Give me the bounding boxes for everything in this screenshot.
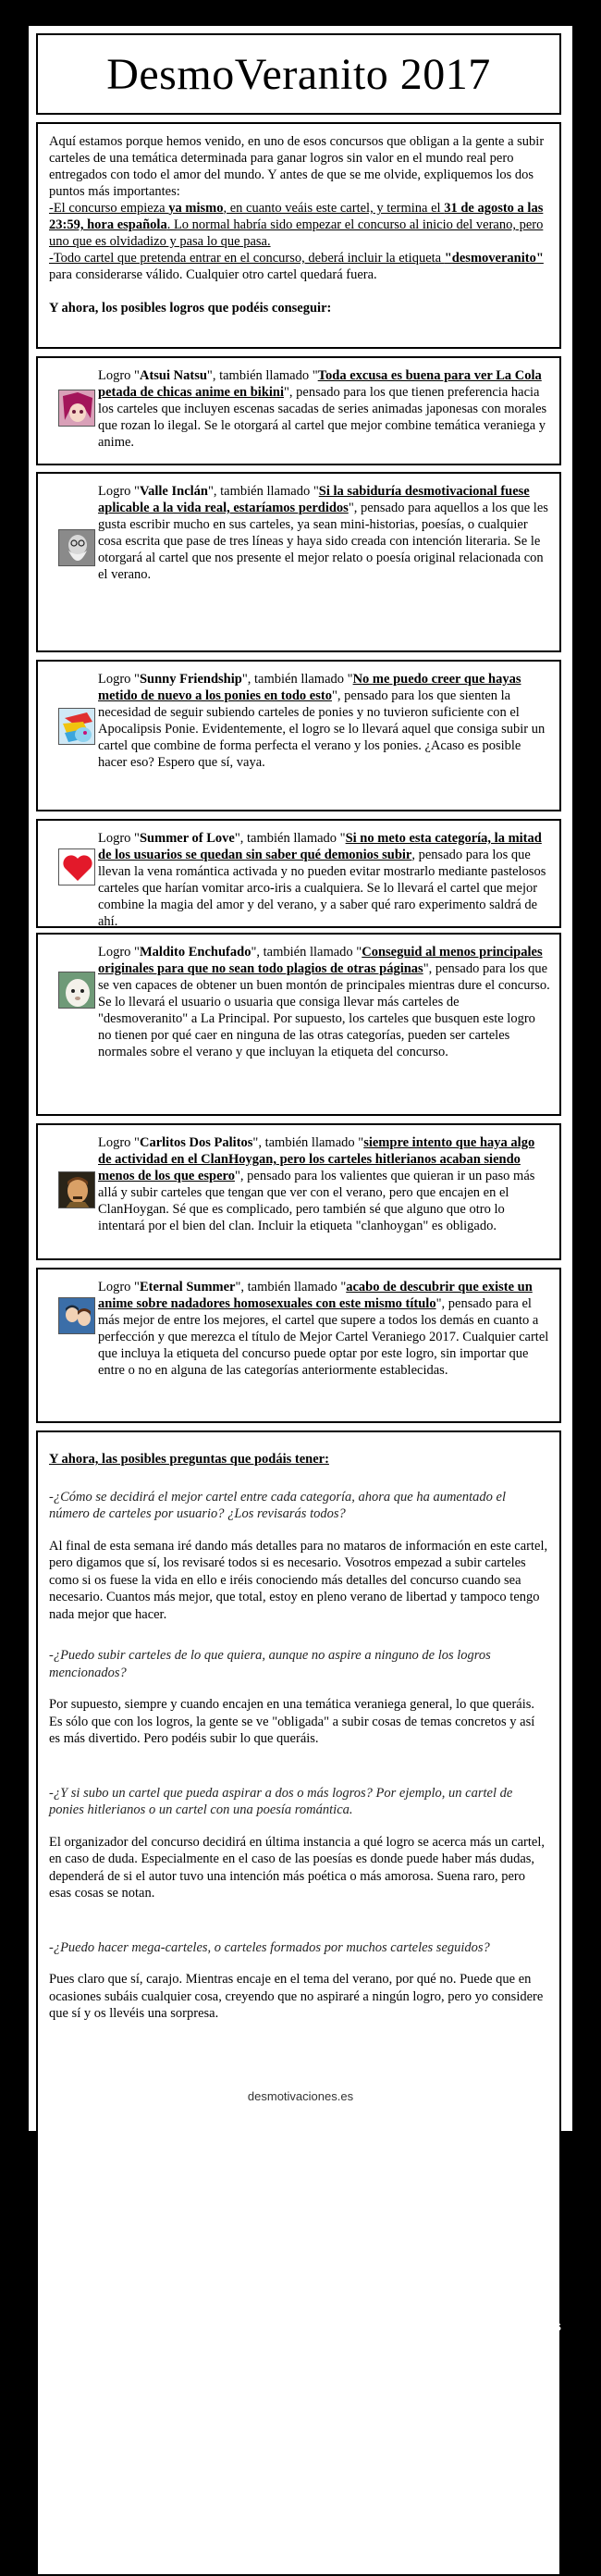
achievement-text: Logro "Maldito Enchufado", también llamado "Conseguid al menos principales originales para que no sean todo plagios de otras páginas", pensado para los que se ven capaces de obtener un buen montón de principales mientras dure el concurso. Se lo llevará el usuario o usuaria que consiga llevar más carteles de "desmoveranito" a La Principal. Por supuesto, los carteles que busquen este logro no tienen por qué caer en ninguna de las otras categorías, pueden ser carteles normales sobre el verano y que incluyan la etiqueta del concurso. <box>98 945 550 1059</box>
achievement-valle-inclan <box>36 472 561 652</box>
bottom-title: [DesmoVeranito 2017] <box>131 2146 470 2187</box>
portrait-icon <box>58 1171 95 1208</box>
faq-answer: Pues claro que sí, carajo. Mientras encaje en el tema del verano, por qué no. Puede que en ocasiones subáis cualquier cosa, creyendo que no aspiraré a ningún logro, pero yo considere que sí y os llevéis una sorpresa. <box>49 1972 544 2021</box>
achievements-heading: Y ahora, los posibles logros que podéis conseguir: <box>49 301 332 316</box>
achievement-atsui-natsu <box>36 356 561 465</box>
achievement-text: Logro "Valle Inclán", también llamado "Si la sabiduría desmotivacional fuese aplicable a la vida real, estaríamos perdidos", pensado para aquellos a los que les gusta escribir mucho en sus carteles, ya sean mini-historias, poesías, o cualquier cosa escrita que pase de tres líneas y haya sido creada con intención literaria. Se le otorgará al cartel que nos presente el mejor relato o poesía original relacionada con el verano. <box>98 484 548 582</box>
faq-answer: Por supuesto, siempre y cuando encajen en una temática veraniega general, lo que queráis. Es sólo que con los logros, la gente se ve "obligada" a subir cosas de temas concretos y así es más divertido. Pero podéis subir lo que queráis. <box>49 1697 535 1746</box>
description-line: - <box>298 2300 303 2316</box>
achievement-sunny-friendship <box>36 660 561 811</box>
poster-title: DesmoVeranito 2017 <box>106 49 491 99</box>
achievement-summer-of-love <box>36 819 561 928</box>
heart-icon <box>58 848 95 886</box>
faq-question: -¿Puedo subir carteles de lo que quiera, aunque no aspire a ninguno de los logros mencionados? <box>49 1648 491 1680</box>
anime-girl-icon <box>58 390 95 427</box>
swimmers-icon <box>58 1297 95 1334</box>
poster-title-box <box>36 33 561 115</box>
description-line: ¡Mucha suerte a todos! <box>222 2374 379 2390</box>
achievement-carlitos-dos-palitos <box>36 1123 561 1260</box>
description-line: - <box>298 2356 303 2372</box>
faq-box <box>36 1430 561 2576</box>
achievement-text: Logro "Carlitos Dos Palitos", también llamado "siempre intento que haya algo de actividad en el ClanHoygan, pero los carteles hitlerianos acaban siendo menos de los que espero", pensado para los valientes que quieran ir un paso más allá y subir carteles que tengan que ver con el verano, pero que encajen en el ClanHoygan. Sé que es complicado, pero también sé que alguno que otro lo intentará por el bien del clan. Incluir la etiqueta "clanhoygan" es obligado. <box>98 1135 535 1233</box>
rule-1: -El concurso empieza ya mismo, en cuanto veáis este cartel, y termina el 31 de agosto a las 23:59, hora española. Lo normal habría sido empezar el concurso al inicio del verano, pero uno que es olvidadizo y pasa lo que pasa. <box>49 201 544 249</box>
bottom-description <box>37 2207 564 2392</box>
achievement-eternal-summer <box>36 1268 561 1423</box>
faq-heading: Y ahora, las posibles preguntas que podáis tener: <box>49 1452 329 1467</box>
achievement-text: Logro "Atsui Natsu", también llamado "Toda excusa es buena para ver La Cola petada de chicas anime en bikini", pensado para los que tienen preferencia hacia los carteles que incluyen escenas sacadas de series animadas japonesas con morales que rozan lo ilegal. Se le otorgará al cartel que mejor combine temática veraniega y anime. <box>98 368 547 450</box>
rule-2: -Todo cartel que pretenda entrar en el concurso, deberá incluir la etiqueta "desmoveranito" para considerarse válido. Cualquier otro cartel quedará fuera. <box>49 251 544 282</box>
description-line: Leed el cartel para estar bien informados sobre el asunto y recordad que la etiqueta a utilizar será "desmoveranito" en este concurso. <box>44 2208 557 2242</box>
faq-answer: Al final de esta semana iré dando más detalles para no mataros de información en este cartel, pero digamos que sí, los revisaré todos si es necesario. Vosotros empezad a subir carteles como si os fuese la vida en ello e iréis conociendo más detalles del concurso cuando sea necesario. Cuantos más mejor, que total, estoy en pleno verano de libertad y tampoco tengo nada mejor que hacer. <box>49 1538 548 1622</box>
pony-icon <box>58 708 95 745</box>
description-line: - <box>298 2245 303 2260</box>
achievement-text: Logro "Eternal Summer", también llamado "acabo de descubrir que existe un anime sobre nadadores homosexuales con este mismo título", pensado para el más mejor de entre los mejores, el cartel que supere a todos los demás en cuanto a perfección y que merezca el título de Mejor Cartel Veraniego 2017. Cualquier cartel que incluya la etiqueta del concurso puede optar por este logro, sin importar que entre o no en alguna de las categorías anteriormente establecidas. <box>98 1280 549 1378</box>
achievement-maldito-enchufado <box>36 933 561 1116</box>
faq-answer: El organizador del concurso decidirá en última instancia a qué logro se acerca más un cartel, en caso de duda. Especialmente en el caso de las poesías es donde puede haber más dudas, dependerá de si el autor tuvo una intención más poética o más amorosa. Suena raro, pero esas cosas se notan. <box>49 1834 546 1901</box>
site-watermark: desmotivaciones.es <box>247 2089 354 2103</box>
faq-question: -¿Puedo hacer mega-carteles, o carteles formados por muchos carteles seguidos? <box>49 1939 490 1955</box>
faq-question: -¿Cómo se decidirá el mejor cartel entre cada categoría, ahora que ha aumentado el número de carteles por usuario? ¿Los revisarás todos? <box>49 1489 506 1521</box>
intro-text: Aquí estamos porque hemos venido, en uno de esos concursos que obligan a la gente a subir carteles de una temática determinada para ganar logros sin valor en el mundo real pero entregados con todo el amor del mundo. Y antes de que se me olvide, expliquemos los dos puntos más importantes: <box>49 134 545 199</box>
description-line: Si tenéis cualquier otra duda, decidla en los comentarios e intentaré responderos por MP lo antes posible. <box>67 2263 534 2297</box>
intro-box <box>36 122 561 349</box>
alpaca-icon <box>58 972 95 1009</box>
description-line: Eso es todo, podéis empezar a subir carteles hasta que os quedéis sin ideas para ello. El concurso terminará el 31 de agosto por la noche. <box>39 2319 562 2353</box>
writer-portrait-icon <box>58 529 95 566</box>
achievement-text: Logro "Sunny Friendship", también llamado "No me puedo creer que hayas metido de nuevo a los ponies en todo esto", pensado para los que sienten la necesidad de seguir subiendo carteles de ponies y no tuvieron suficiente con el Apocalipsis Ponie. Evidentemente, el logro se lo llevará aquel que consiga subir un cartel que combine de forma perfecta el verano y los ponies. ¿Acaso es posible hacer eso? Espero que sí, vaya. <box>98 672 546 770</box>
achievement-text: Logro "Summer of Love", también llamado "Si no meto esta categoría, la mitad de los usuarios se quedan sin saber qué demonios subir, pensado para los que llevan la vena romántica activada y no pueden evitar mostrarlo mediante pastelosos carteles que harían vomitar arco-iris a cualquiera. Se lo llevará el cartel que mejor combine la magia del amor y del verano, y a saber qué raro experimento saldrá de ahí. <box>98 831 546 929</box>
faq-question: -¿Y si subo un cartel que pueda aspirar a dos o más logros? Por ejemplo, un cartel de ponies hitlerianos o un cartel con una poesía romántica. <box>49 1785 513 1817</box>
